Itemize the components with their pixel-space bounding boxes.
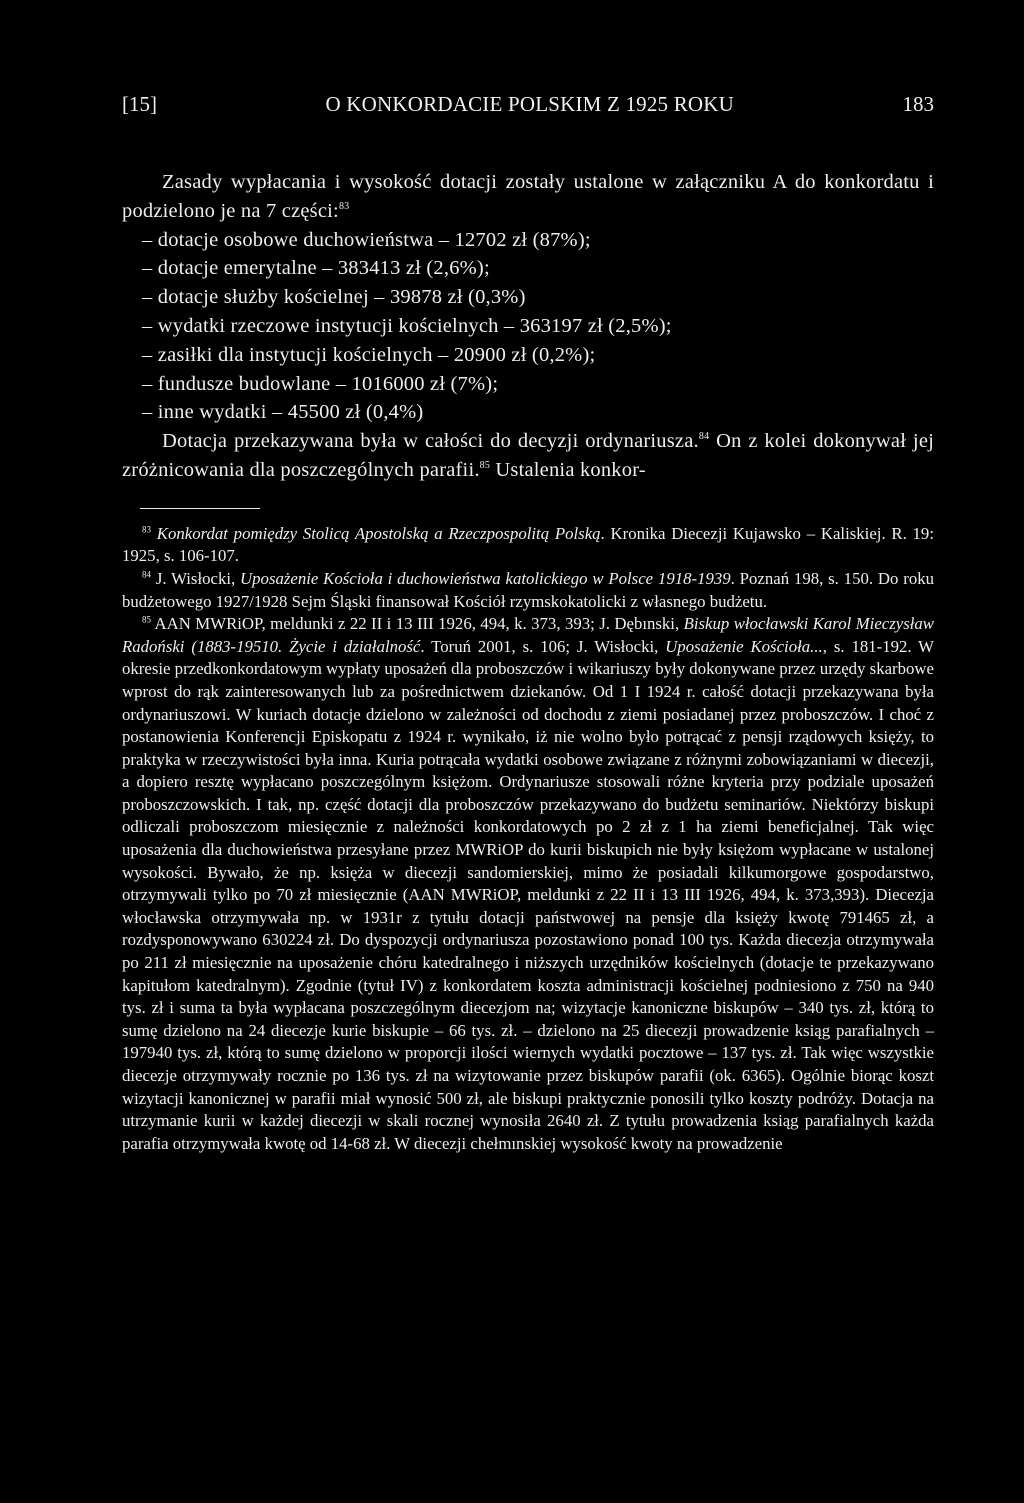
running-title: O KONKORDACIE POLSKIM Z 1925 ROKU xyxy=(325,92,735,116)
list-item: – inne wydatki – 45500 zł (0,4%) xyxy=(122,398,934,427)
list-item: – dotacje emerytalne – 383413 zł (2,6%); xyxy=(122,254,934,283)
page-number: 183 xyxy=(902,92,934,116)
footnote-84: $^{84}$ J. Wisłocki, Uposażenie Kościoła i duchowieństwa katolickiego w Polsce 1918-1939. Poznań 198, s. 150. Do roku budżetowego 1927/1928 Sejm Śląski finansował Kościół rzymskokatolicki z własnego budżetu. xyxy=(122,568,934,611)
list-item: – wydatki rzeczowe instytucji kościelnych – 363197 zł (2,5%); xyxy=(122,312,934,341)
list-item: – zasiłki dla instytucji kościelnych – 20900 zł (0,2%); xyxy=(122,341,934,370)
footnote-divider xyxy=(140,508,260,509)
closing-paragraph: Dotacja przekazywana była w całości do decyzji ordynariusza.$^{84}$ On z kolei dokonywał jej zróżnicowania dla poszczególnych parafii.$^{85}$ Ustalenia konkor- xyxy=(122,430,935,481)
intro-paragraph: Zasady wypłacania i wysokość dotacji zostały ustalone w załączniku A do konkordatu i podzielono je na 7 części:$^{83}$ xyxy=(122,171,934,222)
section-number: [15] xyxy=(122,92,157,116)
footnote-ref-84[interactable]: 84 xyxy=(698,431,710,443)
running-header xyxy=(122,92,934,136)
list-item: – dotacje osobowe duchowieństwa – 12702 zł (87%); xyxy=(122,226,934,255)
body-text xyxy=(122,168,934,485)
list-item: – dotacje służby kościelnej – 39878 zł (0,3%) xyxy=(122,283,934,312)
footnote-85: $^{85}$ AAN MWRiOP, meldunki z 22 II i 13 III 1926, 494, k. 373, 393; J. Dębınski, Biskup włocławski Karol Mieczysław Radoński (1883-19510. Życie i działalność. Toruń 2001, s. 106; J. Wisłocki, Uposażenie Kościoła..., s. 181-192. W okresie przedkonkordatowym wypłaty uposażeń dla proboszczów i wikariuszy były dokonywane przez urzędy skarbowe wprost do rąk zainteresowanych lub za pośrednictwem dziekanów. Od 1 I 1924 r. całość dotacji przekazywana była ordynariuszowi. W kuriach dotacje dzielono w zależności od dochodu z ziemi posiadanej przez proboszczów. I choć z postanowienia Konferencji Episkopatu z 1924 r. wynikało, iż nie wolno było potrącać z pensji rządowych księży, to praktyka w rzeczywistości była inna. Kuria potrącała wydatki osobowe związane z różnymi zobowiązaniami w diecezji, a dopiero resztę wypłacano poszczególnym księżom. Ordynariusze stosowali różne kryteria przy podziale uposażeń proboszczowskich. I tak, np. część dotacji dla proboszczów przekazywano do budżetu seminariów. Niektórzy biskupi odliczali proboszczom miesięcznie z należności konkordatowych po 2 zł z 1 ha ziemi beneficjalnej. Tak więc uposażenia dla duchowieństwa przesyłane przez MWRiOP do kurii biskupich nie były księżom wypłacane w ustalonej wysokości. Bywało, że np. księża w diecezji sandomierskiej, mimo że posiadali kilkumorgowe gospodarstwo, otrzymywali tylko po 70 zł miesięcznie (AAN MWRiOP, meldunki z 22 II i 13 III 1926, 494, k. 373,393). Diecezja włocławska otrzymywała np. w 1931r z tytułu dotacji państwowej na pensje dla księży kwotę 791465 zł, a rozdysponowywano 630224 zł. Do dyspozycji ordynariusza pozostawiono ponad 100 tys. Każda diecezja otrzymywała po 211 zł miesięcznie na uposażenie chóru katedralnego i niższych urzędników kościelnych (dotacje te przekazywano kapitułom katedralnym). Zgodnie (tytuł IV) z konkordatem koszta administracji kościelnej podniesiono z 750 na 940 tys. zł i suma ta była wypłacana poszczególnym diecezjom na; wizytacje kanoniczne biskupów – 340 tys. zł, którą to sumę dzielono na 24 diecezje kurie biskupie – 66 tys. zł. – dzielono na 25 diecezji prowadzenie ksiąg parafialnych – 197940 tys. zł, którą to sumę dzielono w proporcji ilości wiernych wydatki pocztowe – 137 tys. zł. Tak więc wszystkie diecezje otrzymywały rocznie po 136 tys. zł na wizytowanie przez biskupów parafii (ok. 6365). Ogólnie biorąc koszt wizytacji kanonicznej w parafii miał wynosić 500 zł, ale biskupi praktycznie ponosili tylko koszty podróży. Dotacja na utrzymanie kurii w każdej diecezji w skali rocznej wynosiła 2640 zł. Z tytułu prowadzenia ksiąg parafialnych każda parafia otrzymywała kwotę od 14-68 zł. W diecezji chełmınskiej wysokość kwoty na prowadzenie xyxy=(122,614,935,1153)
footnote-83: $^{83}$ Konkordat pomiędzy Stolicą Apostolską a Rzeczpospolitą Polską. Kronika Diecezji Kujawsko – Kaliskiej. R. 19: 1925, s. 106-107. xyxy=(122,523,934,566)
footnotes xyxy=(122,523,934,1156)
footnote-ref-83[interactable]: 83 xyxy=(338,200,350,212)
book-page xyxy=(122,92,934,1155)
footnote-ref-85[interactable]: 85 xyxy=(479,460,491,472)
list-item: – fundusze budowlane – 1016000 zł (7%); xyxy=(122,370,934,399)
